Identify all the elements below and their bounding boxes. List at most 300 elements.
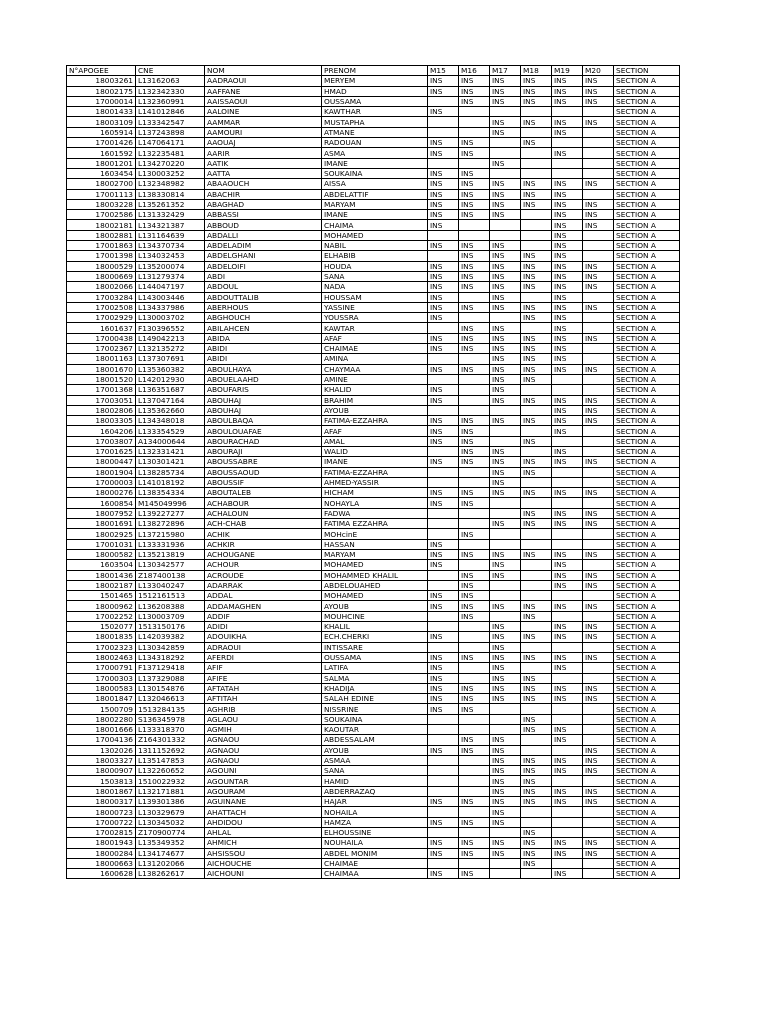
table-cell — [490, 529, 521, 539]
table-cell — [490, 827, 521, 837]
table-cell — [583, 354, 614, 364]
table-cell: INS — [428, 282, 459, 292]
table-cell: SECTION A — [614, 745, 680, 755]
table-cell: SECTION A — [614, 313, 680, 323]
table-cell: AYOUB — [322, 601, 428, 611]
table-cell: INS — [459, 282, 490, 292]
table-cell: ABOUFARIS — [205, 385, 322, 395]
table-cell: 1600628 — [67, 869, 136, 879]
table-cell: 17000791 — [67, 663, 136, 673]
table-cell: ECH.CHERKI — [322, 632, 428, 642]
table-row — [67, 848, 680, 858]
table-cell: ABBOUD — [205, 220, 322, 230]
table-cell: SECTION A — [614, 611, 680, 621]
table-cell: CHAIMAA — [322, 869, 428, 879]
table-cell: SECTION A — [614, 117, 680, 127]
table-cell: INS — [521, 354, 552, 364]
table-cell — [459, 374, 490, 384]
table-cell: INS — [459, 704, 490, 714]
table-row — [67, 632, 680, 642]
table-cell — [583, 642, 614, 652]
table-cell: INS — [552, 570, 583, 580]
table-cell: INS — [490, 344, 521, 354]
table-cell: INS — [428, 797, 459, 807]
table-cell: 18002806 — [67, 405, 136, 415]
table-row — [67, 158, 680, 168]
table-cell: 18000669 — [67, 271, 136, 281]
table-cell: INS — [552, 848, 583, 858]
table-cell — [428, 354, 459, 364]
table-cell: WALID — [322, 446, 428, 456]
table-cell: ABOUSSIF — [205, 477, 322, 487]
table-cell: 18000663 — [67, 858, 136, 868]
column-header: M19 — [552, 66, 583, 76]
table-cell: ATMANE — [322, 127, 428, 137]
table-cell: 1510022932 — [136, 776, 205, 786]
table-cell: 18002881 — [67, 230, 136, 240]
table-cell: INS — [459, 498, 490, 508]
table-cell: ABDERRAZAQ — [322, 786, 428, 796]
table-cell: INS — [459, 138, 490, 148]
table-cell: INS — [490, 323, 521, 333]
table-cell: AAISSAOUI — [205, 96, 322, 106]
table-cell: INS — [521, 611, 552, 621]
table-cell: ABACHIR — [205, 189, 322, 199]
table-cell: ABOULBAQA — [205, 416, 322, 426]
table-cell — [459, 642, 490, 652]
table-cell — [490, 426, 521, 436]
table-cell — [521, 405, 552, 415]
table-cell: INS — [459, 302, 490, 312]
table-cell: L132331421 — [136, 446, 205, 456]
table-cell: INS — [428, 704, 459, 714]
table-cell: INS — [459, 199, 490, 209]
table-cell: INS — [459, 652, 490, 662]
table-cell: INS — [490, 76, 521, 86]
table-cell: AGUINANE — [205, 797, 322, 807]
header-row — [67, 66, 680, 76]
table-cell: INS — [490, 642, 521, 652]
table-cell: INS — [428, 86, 459, 96]
table-cell — [583, 827, 614, 837]
table-cell: SECTION A — [614, 76, 680, 86]
table-cell: INS — [521, 683, 552, 693]
table-cell: MOUHCINE — [322, 611, 428, 621]
table-cell — [521, 107, 552, 117]
table-cell: ADIDI — [205, 622, 322, 632]
table-cell: SECTION A — [614, 817, 680, 827]
table-cell: L130342859 — [136, 642, 205, 652]
table-cell: INS — [459, 797, 490, 807]
table-cell: INS — [521, 652, 552, 662]
table-cell — [459, 858, 490, 868]
table-cell — [552, 776, 583, 786]
table-cell: INS — [552, 663, 583, 673]
table-row — [67, 735, 680, 745]
table-cell: ACHOUGANE — [205, 549, 322, 559]
table-cell: ASMAA — [322, 755, 428, 765]
table-cell: INS — [521, 549, 552, 559]
table-cell: INS — [459, 76, 490, 86]
table-cell: INS — [552, 261, 583, 271]
table-cell — [583, 292, 614, 302]
table-cell: INS — [428, 395, 459, 405]
table-cell: L138272896 — [136, 519, 205, 529]
table-row — [67, 261, 680, 271]
table-cell — [459, 107, 490, 117]
table-cell: INS — [428, 426, 459, 436]
table-cell — [521, 704, 552, 714]
table-cell: INS — [490, 302, 521, 312]
table-cell — [428, 230, 459, 240]
table-cell — [583, 704, 614, 714]
table-cell: INS — [583, 797, 614, 807]
table-cell: L133354529 — [136, 426, 205, 436]
table-cell: INS — [459, 261, 490, 271]
table-cell: HICHAM — [322, 488, 428, 498]
table-cell: INS — [552, 838, 583, 848]
table-row — [67, 323, 680, 333]
table-cell: 1605914 — [67, 127, 136, 137]
table-cell: INS — [552, 86, 583, 96]
table-cell — [521, 560, 552, 570]
table-cell — [428, 117, 459, 127]
table-cell: SECTION A — [614, 776, 680, 786]
table-cell: ABDESSALAM — [322, 735, 428, 745]
table-cell: SECTION A — [614, 539, 680, 549]
table-cell: L135200074 — [136, 261, 205, 271]
table-cell: INS — [490, 786, 521, 796]
table-cell — [459, 663, 490, 673]
table-cell — [521, 426, 552, 436]
table-cell — [583, 776, 614, 786]
table-cell: INS — [583, 755, 614, 765]
table-cell: L132135272 — [136, 344, 205, 354]
table-row — [67, 179, 680, 189]
table-cell — [428, 611, 459, 621]
table-cell: INS — [490, 477, 521, 487]
table-cell: INS — [490, 292, 521, 302]
table-cell: L137047164 — [136, 395, 205, 405]
table-cell: L132260652 — [136, 766, 205, 776]
table-cell: INS — [459, 580, 490, 590]
table-cell: 18001670 — [67, 364, 136, 374]
table-cell: KHADIJA — [322, 683, 428, 693]
table-cell: INS — [428, 210, 459, 220]
table-cell: 18000583 — [67, 683, 136, 693]
table-cell: SECTION A — [614, 519, 680, 529]
table-cell: INS — [583, 179, 614, 189]
table-cell: ABIDI — [205, 354, 322, 364]
table-cell: INS — [428, 632, 459, 642]
table-cell: ABERHOUS — [205, 302, 322, 312]
table-cell — [490, 168, 521, 178]
table-cell: INS — [428, 457, 459, 467]
table-cell: 1512161513 — [136, 591, 205, 601]
table-cell: L135213819 — [136, 549, 205, 559]
table-cell: INS — [428, 364, 459, 374]
table-cell — [490, 313, 521, 323]
table-cell — [583, 426, 614, 436]
table-cell: INS — [428, 869, 459, 879]
table-cell: 18001201 — [67, 158, 136, 168]
table-cell — [583, 539, 614, 549]
table-row — [67, 395, 680, 405]
column-header: N°APOGEE — [67, 66, 136, 76]
table-cell: 17003284 — [67, 292, 136, 302]
table-cell: SECTION A — [614, 385, 680, 395]
table-cell: ABDOUL — [205, 282, 322, 292]
table-cell: SECTION A — [614, 580, 680, 590]
table-cell: INS — [583, 601, 614, 611]
table-cell: INS — [552, 148, 583, 158]
table-cell — [583, 107, 614, 117]
table-row — [67, 313, 680, 323]
table-cell: 17003807 — [67, 436, 136, 446]
table-row — [67, 446, 680, 456]
table-cell: INS — [552, 869, 583, 879]
table-cell: L133331936 — [136, 539, 205, 549]
table-cell: L135360382 — [136, 364, 205, 374]
table-body — [67, 76, 680, 879]
table-cell — [428, 251, 459, 261]
table-cell: INS — [459, 86, 490, 96]
table-cell: INS — [459, 869, 490, 879]
table-cell — [583, 529, 614, 539]
table-cell: INS — [428, 271, 459, 281]
table-cell: INS — [459, 694, 490, 704]
table-cell — [490, 611, 521, 621]
table-cell: AAFFANE — [205, 86, 322, 96]
table-cell: INS — [490, 622, 521, 632]
table-cell: 18001520 — [67, 374, 136, 384]
table-cell: L132235481 — [136, 148, 205, 158]
table-cell — [583, 168, 614, 178]
table-cell: 1503813 — [67, 776, 136, 786]
table-cell: SECTION A — [614, 436, 680, 446]
table-cell: 1603454 — [67, 168, 136, 178]
table-cell: SECTION A — [614, 735, 680, 745]
table-cell: SALMA — [322, 673, 428, 683]
table-cell: INS — [521, 251, 552, 261]
table-cell: L136351687 — [136, 385, 205, 395]
table-cell: L137215980 — [136, 529, 205, 539]
table-cell: 18002066 — [67, 282, 136, 292]
table-cell — [490, 869, 521, 879]
table-cell — [583, 591, 614, 601]
table-cell: 18002700 — [67, 179, 136, 189]
table-cell: ACHOUR — [205, 560, 322, 570]
table-cell: INS — [490, 683, 521, 693]
table-cell: YASSINE — [322, 302, 428, 312]
table-cell: INS — [521, 508, 552, 518]
table-cell: INS — [428, 838, 459, 848]
table-cell: INS — [490, 385, 521, 395]
table-cell: L134270220 — [136, 158, 205, 168]
table-cell: INS — [521, 179, 552, 189]
table-cell — [521, 220, 552, 230]
table-cell — [459, 827, 490, 837]
table-cell — [583, 230, 614, 240]
table-cell: INS — [521, 313, 552, 323]
table-cell: L130301421 — [136, 457, 205, 467]
table-cell: INS — [583, 508, 614, 518]
table-cell: INS — [521, 519, 552, 529]
table-cell: L130342577 — [136, 560, 205, 570]
table-cell: MARYAM — [322, 199, 428, 209]
table-cell — [490, 858, 521, 868]
table-cell: INS — [428, 416, 459, 426]
table-cell: SECTION A — [614, 683, 680, 693]
table-cell: INS — [521, 86, 552, 96]
table-cell: L138262617 — [136, 869, 205, 879]
table-row — [67, 766, 680, 776]
table-cell: INS — [490, 354, 521, 364]
table-cell: ABGHOUCH — [205, 313, 322, 323]
table-cell — [428, 467, 459, 477]
table-cell: L138354334 — [136, 488, 205, 498]
table-cell: L131332429 — [136, 210, 205, 220]
table-cell: INS — [583, 694, 614, 704]
table-cell: ABOUSSABRE — [205, 457, 322, 467]
table-cell: INS — [490, 199, 521, 209]
table-cell — [583, 735, 614, 745]
table-cell: AGHRIB — [205, 704, 322, 714]
table-cell: INS — [552, 766, 583, 776]
table-cell — [583, 189, 614, 199]
table-cell: L134318292 — [136, 652, 205, 662]
table-cell: AAMMAR — [205, 117, 322, 127]
table-row — [67, 374, 680, 384]
table-cell: INS — [583, 405, 614, 415]
table-cell — [428, 323, 459, 333]
table-cell: INS — [428, 745, 459, 755]
table-cell: SECTION A — [614, 560, 680, 570]
table-cell: SECTION A — [614, 96, 680, 106]
table-cell: INS — [490, 838, 521, 848]
table-cell: INS — [428, 241, 459, 251]
table-cell: INS — [521, 601, 552, 611]
table-cell: INS — [490, 797, 521, 807]
table-cell — [521, 168, 552, 178]
table-cell: AICHOUNI — [205, 869, 322, 879]
table-cell: Z170900774 — [136, 827, 205, 837]
table-cell: INS — [552, 251, 583, 261]
table-cell: ABDELATTIF — [322, 189, 428, 199]
table-cell: INS — [490, 549, 521, 559]
table-cell: F130396552 — [136, 323, 205, 333]
table-cell: ADOUIKHA — [205, 632, 322, 642]
table-cell — [459, 354, 490, 364]
table-cell: INS — [459, 436, 490, 446]
table-row — [67, 385, 680, 395]
table-row — [67, 364, 680, 374]
table-cell — [583, 446, 614, 456]
table-row — [67, 591, 680, 601]
table-cell: INS — [428, 539, 459, 549]
table-cell: INS — [428, 138, 459, 148]
table-cell: SECTION A — [614, 302, 680, 312]
table-cell: 17000303 — [67, 673, 136, 683]
table-cell: 18001943 — [67, 838, 136, 848]
table-cell: ACHALOUN — [205, 508, 322, 518]
table-cell — [459, 725, 490, 735]
table-cell — [552, 827, 583, 837]
table-cell: MERYEM — [322, 76, 428, 86]
table-cell — [521, 323, 552, 333]
table-cell: SECTION A — [614, 364, 680, 374]
table-cell — [428, 405, 459, 415]
table-cell: AHLAL — [205, 827, 322, 837]
table-cell: INS — [583, 271, 614, 281]
table-cell: 17001625 — [67, 446, 136, 456]
table-cell: AFTITAH — [205, 694, 322, 704]
table-row — [67, 271, 680, 281]
table-cell: INS — [490, 117, 521, 127]
table-cell: INS — [552, 271, 583, 281]
table-cell: ABOURAJI — [205, 446, 322, 456]
table-cell: INS — [583, 786, 614, 796]
table-row — [67, 86, 680, 96]
table-cell: INS — [583, 652, 614, 662]
table-cell: INS — [428, 683, 459, 693]
column-header: PRENOM — [322, 66, 428, 76]
table-cell: L132360991 — [136, 96, 205, 106]
table-cell: INS — [521, 755, 552, 765]
table-cell: 18002187 — [67, 580, 136, 590]
table-cell: INS — [552, 735, 583, 745]
table-cell: L132342330 — [136, 86, 205, 96]
table-cell: SECTION A — [614, 179, 680, 189]
table-cell: INS — [583, 766, 614, 776]
table-cell — [428, 127, 459, 137]
table-cell: FADWA — [322, 508, 428, 518]
table-cell — [459, 477, 490, 487]
table-cell: INS — [459, 529, 490, 539]
table-cell: INS — [428, 652, 459, 662]
table-cell: INS — [459, 416, 490, 426]
table-cell: NOHAILA — [322, 807, 428, 817]
table-cell: INS — [428, 385, 459, 395]
table-cell: 1600854 — [67, 498, 136, 508]
table-cell: L135362660 — [136, 405, 205, 415]
table-row — [67, 827, 680, 837]
table-cell — [552, 858, 583, 868]
table-cell — [583, 158, 614, 168]
table-cell: 18001867 — [67, 786, 136, 796]
table-cell: AGLAOU — [205, 714, 322, 724]
table-cell: L134348018 — [136, 416, 205, 426]
table-row — [67, 302, 680, 312]
table-cell: INS — [552, 519, 583, 529]
table-cell: INS — [490, 755, 521, 765]
table-cell: YOUSSRA — [322, 313, 428, 323]
table-cell: 18002463 — [67, 652, 136, 662]
table-cell: INS — [552, 179, 583, 189]
table-cell: IMANE — [322, 158, 428, 168]
table-cell — [490, 107, 521, 117]
table-cell: 17002586 — [67, 210, 136, 220]
table-cell: HAJAR — [322, 797, 428, 807]
table-cell: L138285734 — [136, 467, 205, 477]
table-cell — [459, 755, 490, 765]
table-cell: L133040247 — [136, 580, 205, 590]
table-cell: INS — [552, 632, 583, 642]
table-cell — [428, 529, 459, 539]
table-cell — [521, 735, 552, 745]
table-cell — [459, 519, 490, 529]
table-cell: L139227277 — [136, 508, 205, 518]
